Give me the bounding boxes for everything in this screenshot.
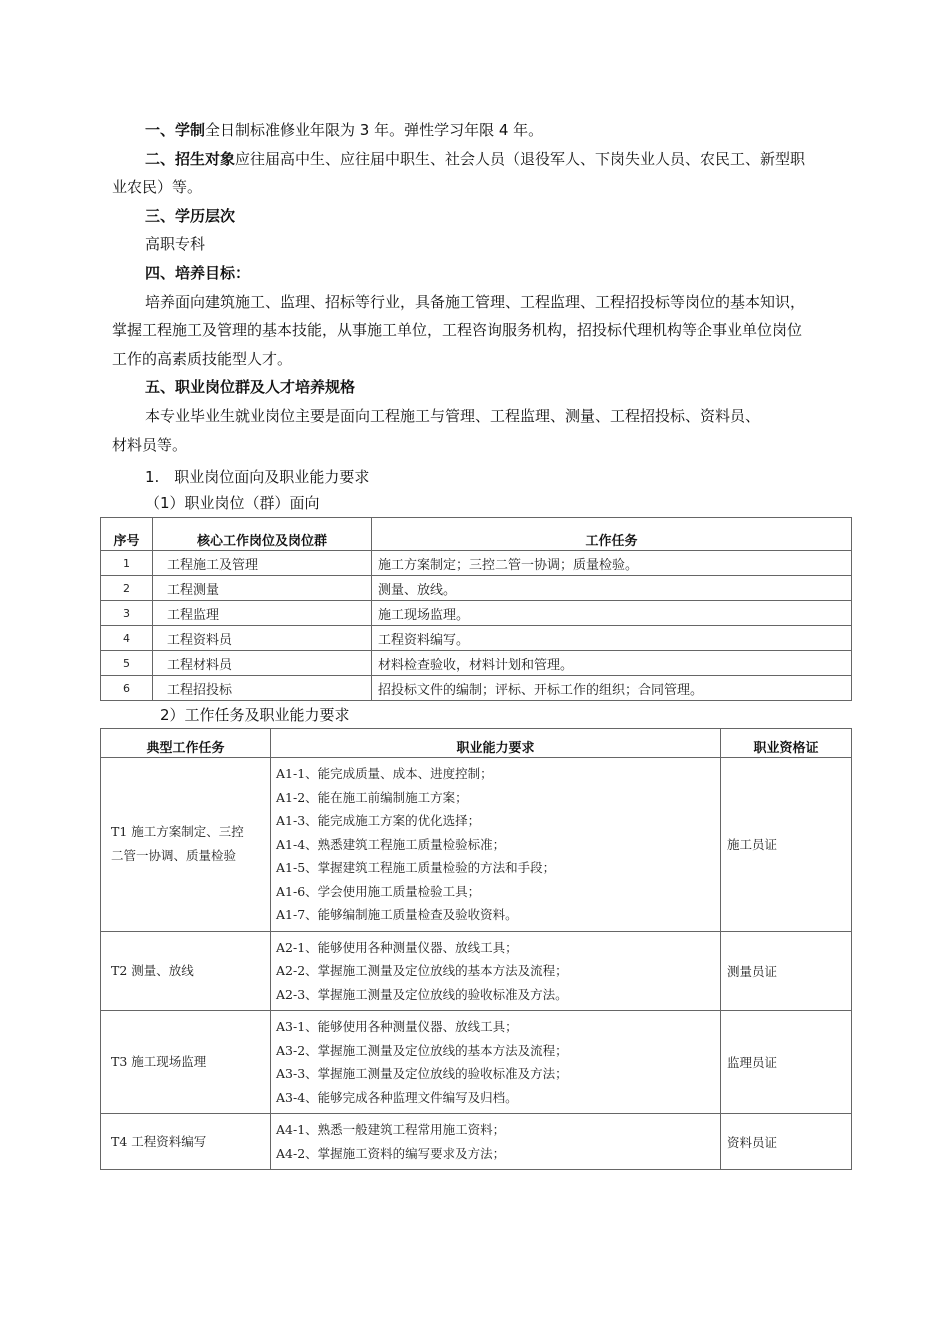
section-4-line2: 掌握工程施工及管理的基本技能，从事施工单位，工程咨询服务机构，招投标代理机构等企事业单位岗位 [112,321,803,339]
header-position: 核心工作岗位及岗位群 [153,518,372,551]
ability-item: A2-3、掌握施工测量及定位放线的验收标准及方法。 [276,986,568,1002]
typical-task-line1: T3 施工现场监理 [111,1054,207,1069]
row-position: 工程施工及管理 [153,551,372,576]
certificate-cell: 监理员证 [721,1011,852,1114]
header-number: 序号 [101,518,153,551]
typical-task-cell [101,758,271,932]
certificate-cell: 测量员证 [721,931,852,1011]
header-ability-requirements: 职业能力要求 [271,729,721,758]
ability-item: A1-7、能够编制施工质量检查及验收资料。 [276,907,518,922]
ability-item: A1-1、能完成质量、成本、进度控制； [276,766,493,781]
ability-item: A1-3、能完成施工方案的优化选择； [276,813,481,828]
section-2-text-line1: 应往届高中生、应往届中职生、社会人员（退役军人、下岗失业人员、农民工、新型职 [235,150,806,168]
row-number: 4 [101,626,153,651]
section-4-line1: 培养面向建筑施工、监理、招标等行业，具备施工管理、工程监理、工程招投标等岗位的基本知识， [145,293,806,311]
table-header-row [101,729,852,758]
row-position: 工程材料员 [153,651,372,676]
row-task: 工程资料编写。 [372,626,852,651]
typical-task-line1: T4 工程资料编写 [111,1133,207,1149]
row-task: 测量、放线。 [372,576,852,601]
ability-item: A1-2、能在施工前编制施工方案； [276,789,468,805]
job-positions-table [100,517,852,701]
table-row [101,1011,852,1114]
table-row [101,931,852,1011]
table-row [101,651,852,676]
row-number: 1 [101,551,153,576]
row-number: 5 [101,651,153,676]
ability-requirements-cell [271,1011,721,1114]
ability-item: A1-6、学会使用施工质量检验工具； [276,883,481,899]
ability-item: A1-4、熟悉建筑工程施工质量检验标准； [276,836,506,852]
row-number: 2 [101,576,153,601]
section-3-text: 高职专科 [145,235,206,253]
section-4-heading: 四、培养目标： [145,264,251,282]
ability-item: A4-2、掌握施工资料的编写要求及方法； [276,1145,506,1161]
subheading-2: 2）工作任务及职业能力要求 [160,706,350,724]
section-5-line1: 本专业毕业生就业岗位主要是面向工程施工与管理、工程监理、测量、工程招投标、资料员、 [145,407,761,425]
table-row [101,551,852,576]
ability-item: A3-1、能够使用各种测量仪器、放线工具； [276,1019,518,1034]
row-number: 6 [101,676,153,701]
ability-requirements-cell [271,931,721,1011]
row-number: 3 [101,601,153,626]
row-position: 工程资料员 [153,626,372,651]
typical-task-cell [101,931,271,1011]
table-header-row [101,518,852,551]
certificate-cell: 资料员证 [721,1114,852,1170]
row-task: 材料检查验收，材料计划和管理。 [372,651,852,676]
row-position: 工程监理 [153,601,372,626]
ability-item: A3-2、掌握施工测量及定位放线的基本方法及流程； [276,1042,568,1058]
section-5-heading: 五、职业岗位群及人才培养规格 [145,378,356,396]
row-position: 工程招投标 [153,676,372,701]
section-4-line3: 工作的高素质技能型人才。 [112,350,293,368]
section-1-text: 全日制标准修业年限为 3 年。弹性学习年限 4 年。 [205,121,544,139]
header-certificate: 职业资格证 [721,729,852,758]
ability-item: A2-1、能够使用各种测量仪器、放线工具； [276,939,518,955]
section-2-heading: 二、招生对象 [145,150,236,168]
row-position: 工程测量 [153,576,372,601]
typical-task-line2: 二管一协调、质量检验 [111,848,237,864]
section-2-text-line2: 业农民）等。 [112,178,203,196]
ability-requirements-cell [271,1114,721,1170]
table-row [101,576,852,601]
section-2 [145,149,805,169]
section-1-heading: 一、学制 [145,121,206,139]
ability-requirements-cell [271,758,721,932]
tasks-abilities-table [100,728,852,1170]
row-task: 施工方案制定；三控二管一协调；质量检验。 [372,551,852,576]
typical-task-line1: T2 测量、放线 [111,962,194,978]
table-row [101,601,852,626]
ability-item: A4-1、熟悉一般建筑工程常用施工资料； [276,1122,506,1137]
certificate-cell: 施工员证 [721,758,852,932]
ability-item: A2-2、掌握施工测量及定位放线的基本方法及流程； [276,963,568,978]
ability-item: A3-3、掌握施工测量及定位放线的验收标准及方法； [276,1066,568,1081]
row-task: 施工现场监理。 [372,601,852,626]
typical-task-cell [101,1114,271,1170]
section-3-heading: 三、学历层次 [145,207,236,225]
ability-item: A3-4、能够完成各种监理文件编写及归档。 [276,1089,518,1105]
subheading-1: 1. 职业岗位面向及职业能力要求 [145,468,370,486]
section-1 [145,120,543,140]
subheading-1-1: （1）职业岗位（群）面向 [145,494,320,512]
table-row [101,626,852,651]
table-row [101,676,852,701]
table-row [101,1114,852,1170]
ability-item: A1-5、掌握建筑工程施工质量检验的方法和手段； [276,860,556,875]
typical-task-cell [101,1011,271,1114]
header-task: 工作任务 [372,518,852,551]
section-5-line2: 材料员等。 [112,436,188,454]
table-row [101,758,852,932]
header-typical-task: 典型工作任务 [101,729,271,758]
row-task: 招投标文件的编制；评标、开标工作的组织；合同管理。 [372,676,852,701]
typical-task-line1: T1 施工方案制定、三控 [111,824,244,840]
